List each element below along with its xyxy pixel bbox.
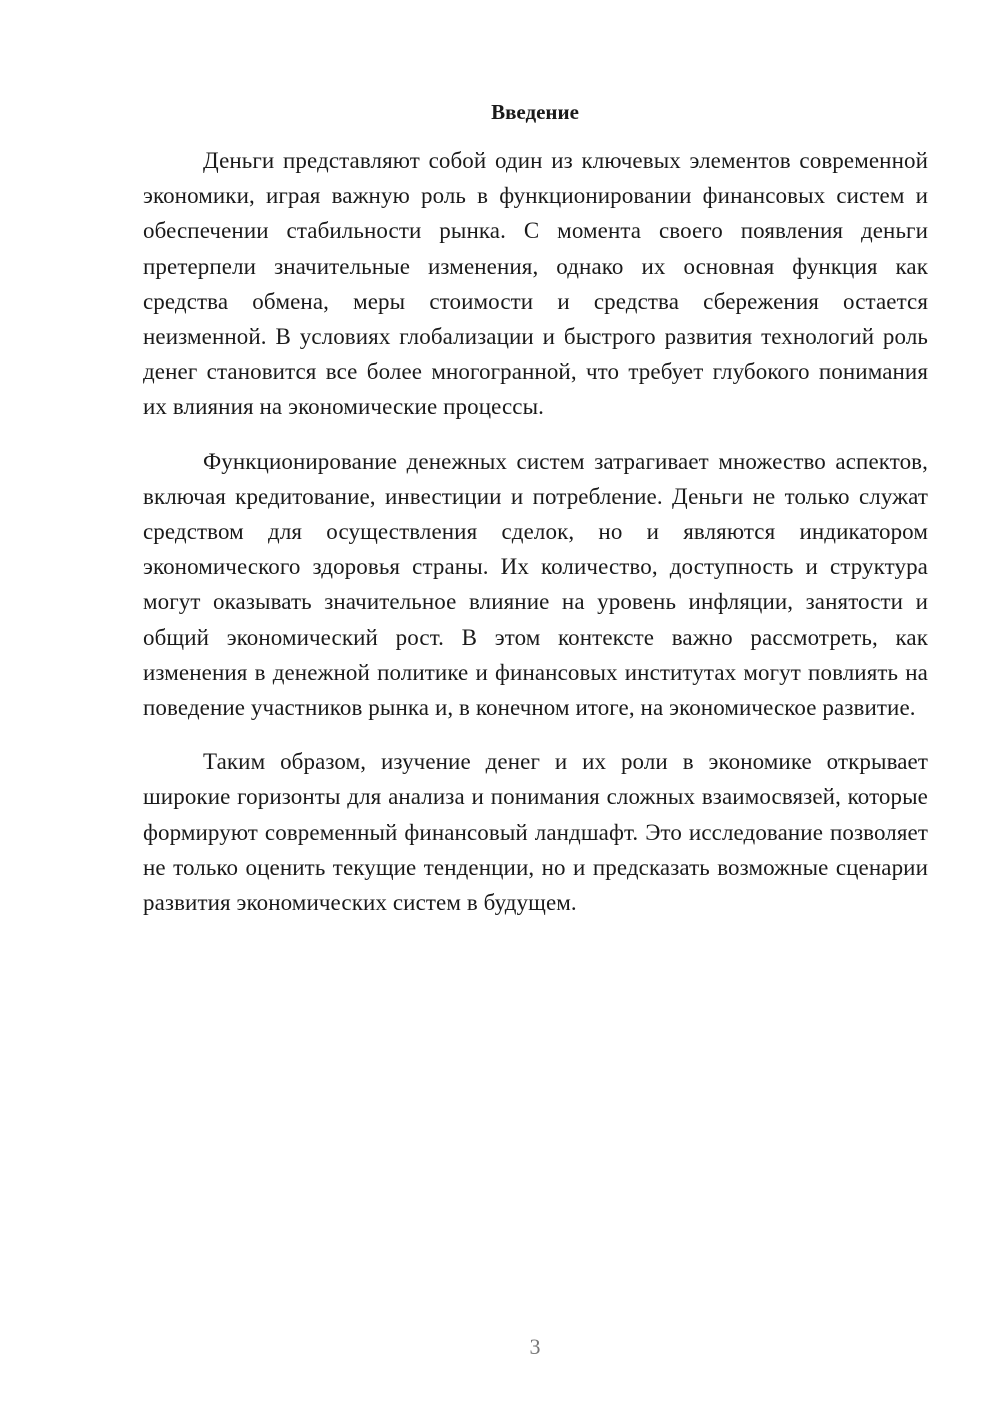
- section-title: Введение: [491, 100, 579, 124]
- page-number: 3: [529, 1334, 541, 1359]
- document-body: [143, 143, 928, 920]
- paragraph-1: Деньги представляют собой один из ключевых элементов современной экономики, играя важную роль в функционировании финансовых систем и обеспечении стабильности рынка. С момента своего появления деньги претерпели значительные изменения, однако их основная функция как средства обмена, меры стоимости и средства сбережения остается неизменной. В условиях глобализации и быстрого развития технологий роль денег становится все более многогранной, что требует глубокого понимания их влияния на экономические процессы.: [143, 148, 928, 420]
- paragraph-3: Таким образом, изучение денег и их роли в экономике открывает широкие горизонты для анализа и понимания сложных взаимосвязей, которые формируют современный финансовый ландшафт. Это исследование позволяет не только оценить текущие тенденции, но и предсказать возможные сценарии развития экономических систем в будущем.: [143, 749, 928, 916]
- paragraph-2: Функционирование денежных систем затрагивает множество аспектов, включая кредитование, инвестиции и потребление. Деньги не только служат средством для осуществления сделок, но и являются индикатором экономического здоровья страны. Их количество, доступность и структура могут оказывать значительное влияние на уровень инфляции, занятости и общий экономический рост. В этом контексте важно рассмотреть, как изменения в денежной политике и финансовых институтах могут повлиять на поведение участников рынка и, в конечном итоге, на экономическое развитие.: [143, 448, 928, 721]
